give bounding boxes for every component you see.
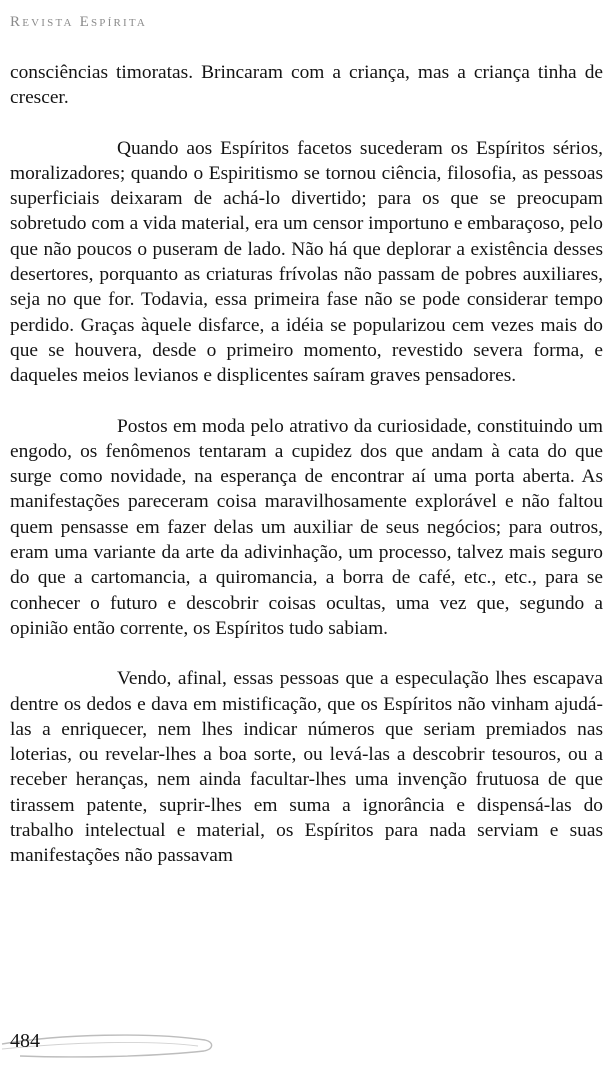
running-header-title: Revista Espírita [10,14,148,30]
page-body [10,60,603,869]
paragraph-gap [10,641,603,666]
paragraph-gap [10,111,603,136]
paragraph-2: Quando aos Espíritos facetos sucederam os Espíritos sérios, moralizadores; quando o Espiritismo se tornou ciência, filosofia, as pessoas superficiais deixaram de achá-lo divertido; para os que se preocupam sobretudo com a vida material, era um censor importuno e embaraçoso, pelo que não poucos o puseram de lado. Não há que deplorar a existência desses desertores, porquanto as criaturas frívolas não passam de pobres auxiliares, seja no que for. Todavia, essa primeira fase não se pode considerar tempo perdido. Graças àquele disfarce, a idéia se popularizou cem vezes mais do que se houvera, desde o primeiro momento, revestido severa forma, e daqueles meios levianos e displicentes saíram graves pensadores. [10,137,603,387]
paragraph-3: Postos em moda pelo atrativo da curiosidade, constituindo um engodo, os fenômenos tentaram a cupidez dos que andam à cata do que surge como novidade, na esperança de encontrar aí uma porta aberta. As manifestações pareceram coisa maravilhosamente explorável e não faltou quem pensasse em fazer delas um auxiliar de seus negócios; para outros, eram uma variante da arte da adivinhação, um processo, talvez mais seguro do que a cartomancia, a quiromancia, a borra de café, etc., etc., para se conhecer o futuro e descobrir coisas ocultas, uma vez que, segundo a opinião então corrente, os Espíritos tudo sabiam. [10,415,603,639]
paragraph-gap [10,389,603,414]
paragraph-1: consciências timoratas. Brincaram com a criança, mas a criança tinha de crescer. [10,62,603,109]
paragraph-4: Vendo, afinal, essas pessoas que a especulação lhes escapava dentre os dedos e dava em mistificação, que os Espíritos não vinham ajudá-las a enriquecer, nem lhes indicar números que seriam premiados nas loterias, ou revelar-lhes a boa sorte, ou levá-las a descobrir tesouros, ou a receber heranças, nem ainda facultar-lhes uma invenção frutuosa de que tirassem patente, suprir-lhes em suma a ignorância e dispensá-las do trabalho intelectual e material, os Espíritos para nada serviam e suas manifestações não passavam [10,668,603,867]
page-number: 484 [10,1030,40,1052]
